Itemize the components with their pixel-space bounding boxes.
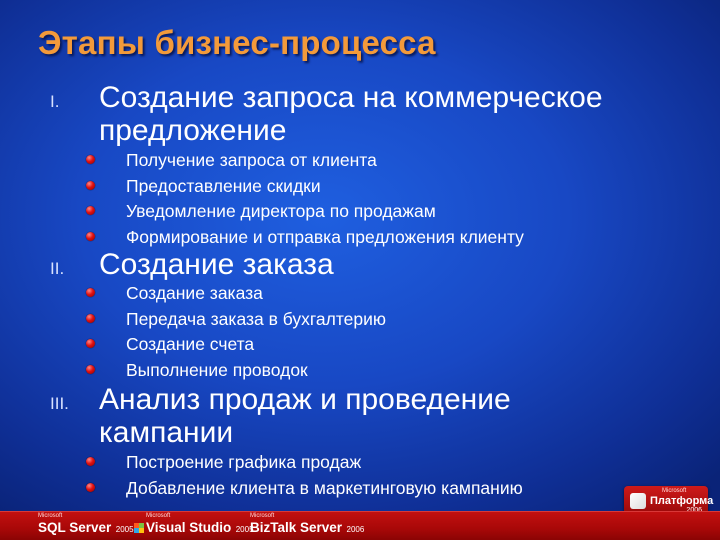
biztalk-server-name: BizTalk Server xyxy=(250,520,343,535)
section-number-2: II. xyxy=(50,259,65,278)
red-bullet-icon xyxy=(86,206,95,215)
section-3-bullet-list xyxy=(86,450,523,501)
list-item-text: Создание заказа xyxy=(126,283,263,303)
list-item-text: Предоставление скидки xyxy=(126,175,321,196)
red-bullet-icon xyxy=(86,288,95,297)
section-heading-3-line-1: Анализ продаж и проведение xyxy=(99,383,511,416)
list-item xyxy=(86,225,524,251)
sql-server-name: SQL Server xyxy=(38,520,112,535)
list-item xyxy=(86,476,523,502)
red-bullet-icon xyxy=(86,483,95,492)
list-item xyxy=(86,332,386,358)
sql-server-logo xyxy=(38,513,134,537)
section-heading-2 xyxy=(99,248,699,281)
visual-studio-vendor: Microsoft xyxy=(146,513,171,519)
list-item-text: Выполнение проводок xyxy=(126,359,308,380)
list-item-text: Создание счета xyxy=(126,334,255,354)
list-item xyxy=(86,358,386,384)
windows-flag-icon xyxy=(134,523,144,533)
list-item xyxy=(86,174,524,200)
slide-title: Этапы бизнес-процесса xyxy=(38,24,436,61)
list-item xyxy=(86,450,523,476)
section-heading-3 xyxy=(99,383,699,449)
visual-studio-logo xyxy=(134,513,254,537)
list-item xyxy=(86,307,386,333)
section-heading-2-line-1: Создание заказа xyxy=(99,248,334,281)
list-item-text: Уведомление директора по продажам xyxy=(126,201,436,221)
red-bullet-icon xyxy=(86,339,95,348)
list-item xyxy=(86,148,524,174)
red-bullet-icon xyxy=(86,155,95,164)
footer-bar xyxy=(0,511,720,540)
section-heading-1 xyxy=(99,81,699,147)
sql-server-version: 2005 xyxy=(115,525,134,534)
platform-badge-vendor: Microsoft xyxy=(662,488,687,494)
red-bullet-icon xyxy=(86,314,95,323)
red-bullet-icon xyxy=(86,457,95,466)
list-item-text: Добавление клиента в маркетинговую кампанию xyxy=(126,477,523,498)
visual-studio-name: Visual Studio xyxy=(146,520,232,535)
section-heading-3-line-2: кампании xyxy=(99,416,234,449)
list-item-text: Построение графика продаж xyxy=(126,452,362,472)
list-item xyxy=(86,199,524,225)
section-heading-1-line-1: Создание запроса на коммерческое xyxy=(99,81,603,114)
biztalk-server-logo xyxy=(250,513,364,537)
biztalk-server-version: 2006 xyxy=(346,525,365,534)
red-bullet-icon xyxy=(86,181,95,190)
section-heading-1-line-2: предложение xyxy=(99,114,287,147)
section-number-3: III. xyxy=(50,394,69,413)
list-item xyxy=(86,281,386,307)
red-bullet-icon xyxy=(86,232,95,241)
section-2-bullet-list xyxy=(86,281,386,383)
list-item-text: Получение запроса от клиента xyxy=(126,150,377,170)
red-bullet-icon xyxy=(86,365,95,374)
platform-badge-name: Платформа xyxy=(650,495,714,507)
platform-logo-icon xyxy=(630,493,646,509)
section-1-bullet-list xyxy=(86,148,524,250)
visual-studio-version: 2005 xyxy=(235,525,254,534)
list-item-text: Передача заказа в бухгалтерию xyxy=(126,308,387,329)
sql-server-vendor: Microsoft xyxy=(38,513,63,519)
list-item-text: Формирование и отправка предложения клиенту xyxy=(126,226,524,247)
section-number-1: I. xyxy=(50,92,60,111)
biztalk-server-vendor: Microsoft xyxy=(250,513,275,519)
